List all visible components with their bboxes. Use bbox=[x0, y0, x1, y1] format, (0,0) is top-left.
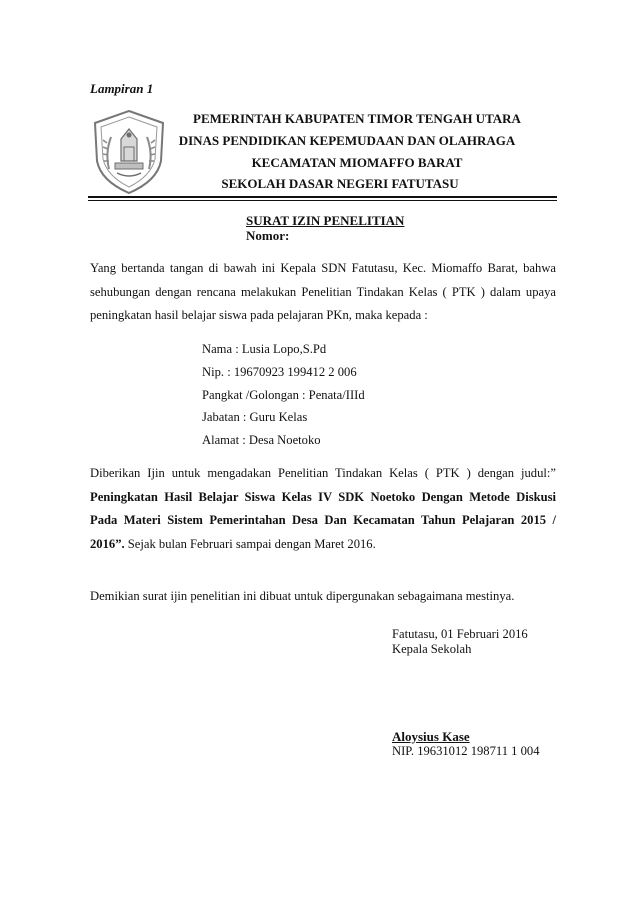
paragraph-line: Diberikan Ijin untuk mengadakan Penelitian Tindakan Kelas ( PTK ) dengan judul:” bbox=[90, 466, 556, 480]
letterhead-divider-thin bbox=[88, 200, 557, 201]
field-position: Jabatan : Guru Kelas bbox=[202, 410, 308, 424]
letterhead-line-district: KECAMATAN MIOMAFFO BARAT bbox=[251, 155, 463, 170]
research-period: Sejak bulan Februari sampai dengan Maret 2016. bbox=[124, 536, 376, 551]
letterhead-line-agency: DINAS PENDIDIKAN KEPEMUDAAN DAN OLAHRAGA bbox=[178, 133, 516, 148]
opening-paragraph bbox=[90, 257, 556, 328]
field-name: Nama : Lusia Lopo,S.Pd bbox=[202, 342, 327, 356]
signature-position: Kepala Sekolah bbox=[392, 642, 472, 656]
field-address: Alamat : Desa Noetoko bbox=[202, 433, 321, 447]
letter-number-label: Nomor: bbox=[246, 228, 290, 243]
closing-sentence: Demikian surat ijin penelitian ini dibuat untuk dipergunakan sebagaimana mestinya. bbox=[90, 589, 515, 603]
signer-name: Aloysius Kase bbox=[392, 729, 470, 744]
paragraph-line: sehubungan dengan rencana melakukan Penelitian Tindakan Kelas ( PTK ) dalam upaya bbox=[90, 284, 556, 299]
letterhead-line-government: PEMERINTAH KABUPATEN TIMOR TENGAH UTARA bbox=[193, 111, 521, 126]
paragraph-line: Yang bertanda tangan di bawah ini Kepala SDN Fatutasu, Kec. Miomaffo Barat, bahwa bbox=[90, 261, 556, 275]
signature-place-date: Fatutasu, 01 Februari 2016 bbox=[392, 627, 528, 641]
research-title-end: 2016”. bbox=[90, 536, 125, 551]
research-title-line: Peningkatan Hasil Belajar Siswa Kelas IV SDK Noetoko Dengan Metode Diskusi bbox=[90, 489, 556, 504]
letterhead-divider bbox=[88, 196, 557, 198]
paragraph-line bbox=[90, 533, 556, 557]
letter-title: SURAT IZIN PENELITIAN bbox=[246, 213, 405, 228]
letterhead-line-school: SEKOLAH DASAR NEGERI FATUTASU bbox=[221, 176, 459, 191]
field-nip: Nip. : 19670923 199412 2 006 bbox=[202, 365, 357, 379]
permission-paragraph bbox=[90, 462, 556, 556]
field-rank: Pangkat /Golongan : Penata/IIId bbox=[202, 388, 365, 402]
attachment-label: Lampiran 1 bbox=[90, 81, 154, 96]
signer-nip: NIP. 19631012 198711 1 004 bbox=[392, 744, 540, 758]
paragraph-line: peningkatan hasil belajar siswa pada pelajaran PKn, maka kepada : bbox=[90, 308, 428, 322]
regional-emblem-icon bbox=[91, 109, 167, 195]
research-title-line: Pada Materi Sistem Pemerintahan Desa Dan Kecamatan Tahun Pelajaran 2015 / bbox=[90, 513, 556, 527]
